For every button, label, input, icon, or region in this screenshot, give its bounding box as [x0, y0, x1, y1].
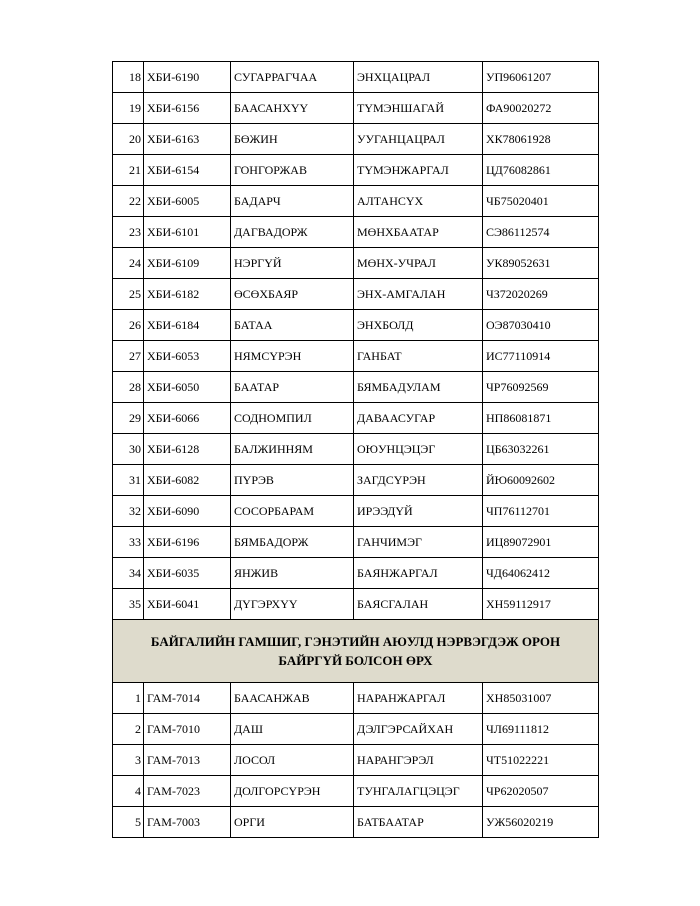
- table-row: [113, 558, 599, 589]
- row-name: БЯМБАДУЛАМ: [354, 372, 483, 403]
- row-number: 21: [113, 155, 144, 186]
- table-body-top: [113, 62, 599, 620]
- row-register-number: ЧР76092569: [483, 372, 599, 403]
- row-register-number: ХК78061928: [483, 124, 599, 155]
- row-surname: ӨСӨХБАЯР: [231, 279, 354, 310]
- row-code: ХБИ-6163: [144, 124, 231, 155]
- row-number: 31: [113, 465, 144, 496]
- table-row: [113, 776, 599, 807]
- row-name: ДАВААСУГАР: [354, 403, 483, 434]
- row-register-number: НП86081871: [483, 403, 599, 434]
- row-surname: ДАГВАДОРЖ: [231, 217, 354, 248]
- row-surname: БӨЖИН: [231, 124, 354, 155]
- row-surname: БАТАА: [231, 310, 354, 341]
- row-number: 25: [113, 279, 144, 310]
- row-register-number: ЧД64062412: [483, 558, 599, 589]
- row-code: ХБИ-6190: [144, 62, 231, 93]
- row-number: 18: [113, 62, 144, 93]
- row-number: 28: [113, 372, 144, 403]
- row-name: УУГАНЦАЦРАЛ: [354, 124, 483, 155]
- row-number: 35: [113, 589, 144, 620]
- row-code: ХБИ-6041: [144, 589, 231, 620]
- row-name: ОЮУНЦЭЦЭГ: [354, 434, 483, 465]
- row-number: 26: [113, 310, 144, 341]
- row-name: ЭНХБОЛД: [354, 310, 483, 341]
- row-name: ГАНЧИМЭГ: [354, 527, 483, 558]
- row-number: 29: [113, 403, 144, 434]
- section-header: [113, 620, 599, 683]
- row-register-number: УП96061207: [483, 62, 599, 93]
- row-name: ЭНХЦАЦРАЛ: [354, 62, 483, 93]
- table-row: [113, 683, 599, 714]
- row-surname: НЭРГҮЙ: [231, 248, 354, 279]
- row-code: ГАМ-7003: [144, 807, 231, 838]
- row-surname: БАДАРЧ: [231, 186, 354, 217]
- table-row: [113, 496, 599, 527]
- row-code: ХБИ-6035: [144, 558, 231, 589]
- row-surname: ОРГИ: [231, 807, 354, 838]
- table-row: [113, 403, 599, 434]
- row-code: ХБИ-6182: [144, 279, 231, 310]
- row-number: 20: [113, 124, 144, 155]
- row-register-number: УК89052631: [483, 248, 599, 279]
- table-row: [113, 714, 599, 745]
- row-number: 4: [113, 776, 144, 807]
- row-register-number: ЧП76112701: [483, 496, 599, 527]
- row-surname: ЛОСОЛ: [231, 745, 354, 776]
- row-code: ХБИ-6090: [144, 496, 231, 527]
- row-name: ДЭЛГЭРСАЙХАН: [354, 714, 483, 745]
- row-code: ГАМ-7010: [144, 714, 231, 745]
- section-row: [113, 620, 599, 683]
- table-row: [113, 217, 599, 248]
- table-row: [113, 589, 599, 620]
- table-row: [113, 62, 599, 93]
- row-register-number: УЖ56020219: [483, 807, 599, 838]
- row-register-number: ХН59112917: [483, 589, 599, 620]
- table-row: [113, 745, 599, 776]
- table-row: [113, 93, 599, 124]
- row-surname: СОСОРБАРАМ: [231, 496, 354, 527]
- beneficiary-table: [112, 61, 599, 838]
- row-register-number: ЦБ63032261: [483, 434, 599, 465]
- row-number: 34: [113, 558, 144, 589]
- table-row: [113, 434, 599, 465]
- row-number: 23: [113, 217, 144, 248]
- row-code: ГАМ-7014: [144, 683, 231, 714]
- row-name: ЗАГДСҮРЭН: [354, 465, 483, 496]
- row-number: 27: [113, 341, 144, 372]
- row-name: ТҮМЭНЖАРГАЛ: [354, 155, 483, 186]
- row-register-number: ХН85031007: [483, 683, 599, 714]
- row-number: 3: [113, 745, 144, 776]
- row-number: 5: [113, 807, 144, 838]
- row-number: 1: [113, 683, 144, 714]
- table-row: [113, 310, 599, 341]
- row-register-number: ИЦ89072901: [483, 527, 599, 558]
- row-name: ИРЭЭДҮЙ: [354, 496, 483, 527]
- row-code: ХБИ-6082: [144, 465, 231, 496]
- row-code: ХБИ-6128: [144, 434, 231, 465]
- row-code: ХБИ-6005: [144, 186, 231, 217]
- table-row: [113, 372, 599, 403]
- row-name: ТУНГАЛАГЦЭЦЭГ: [354, 776, 483, 807]
- row-name: НАРАНЖАРГАЛ: [354, 683, 483, 714]
- row-surname: ЯНЖИВ: [231, 558, 354, 589]
- table-row: [113, 155, 599, 186]
- row-name: МӨНХБААТАР: [354, 217, 483, 248]
- row-name: ГАНБАТ: [354, 341, 483, 372]
- row-surname: СУГАРРАГЧАА: [231, 62, 354, 93]
- row-register-number: ФА90020272: [483, 93, 599, 124]
- row-surname: ДҮГЭРХҮҮ: [231, 589, 354, 620]
- row-code: ХБИ-6154: [144, 155, 231, 186]
- row-surname: БААСАНХҮҮ: [231, 93, 354, 124]
- row-name: ЭНХ-АМГАЛАН: [354, 279, 483, 310]
- section-title: БАЙГАЛИЙН ГАМШИГ, ГЭНЭТИЙН АЮУЛД НЭРВЭГДЭЖ ОРОН БАЙРГҮЙ БОЛСОН ӨРХ: [113, 620, 599, 683]
- table-row: [113, 465, 599, 496]
- table-row: [113, 124, 599, 155]
- table-row: [113, 341, 599, 372]
- row-register-number: ЧТ51022221: [483, 745, 599, 776]
- row-number: 30: [113, 434, 144, 465]
- row-number: 2: [113, 714, 144, 745]
- row-surname: ДОЛГОРСҮРЭН: [231, 776, 354, 807]
- row-surname: СОДНОМПИЛ: [231, 403, 354, 434]
- row-number: 33: [113, 527, 144, 558]
- row-name: НАРАНГЭРЭЛ: [354, 745, 483, 776]
- row-name: ТҮМЭНШАГАЙ: [354, 93, 483, 124]
- table-body-bottom: [113, 683, 599, 838]
- row-surname: ГОНГОРЖАВ: [231, 155, 354, 186]
- row-register-number: ЧБ75020401: [483, 186, 599, 217]
- row-name: БАЯНЖАРГАЛ: [354, 558, 483, 589]
- row-surname: БАЛЖИННЯМ: [231, 434, 354, 465]
- row-surname: БЯМБАДОРЖ: [231, 527, 354, 558]
- row-code: ГАМ-7023: [144, 776, 231, 807]
- row-number: 24: [113, 248, 144, 279]
- row-name: АЛТАНСҮХ: [354, 186, 483, 217]
- row-number: 32: [113, 496, 144, 527]
- row-number: 22: [113, 186, 144, 217]
- table-row: [113, 248, 599, 279]
- row-code: ГАМ-7013: [144, 745, 231, 776]
- table-row: [113, 279, 599, 310]
- row-surname: НЯМСҮРЭН: [231, 341, 354, 372]
- row-code: ХБИ-6184: [144, 310, 231, 341]
- row-name: БАЯСГАЛАН: [354, 589, 483, 620]
- row-register-number: ЦД76082861: [483, 155, 599, 186]
- row-code: ХБИ-6156: [144, 93, 231, 124]
- row-register-number: ОЭ87030410: [483, 310, 599, 341]
- row-code: ХБИ-6196: [144, 527, 231, 558]
- row-name: БАТБААТАР: [354, 807, 483, 838]
- row-code: ХБИ-6053: [144, 341, 231, 372]
- table-row: [113, 186, 599, 217]
- row-register-number: ЧЗ72020269: [483, 279, 599, 310]
- table-row: [113, 807, 599, 838]
- row-code: ХБИ-6101: [144, 217, 231, 248]
- row-register-number: СЭ86112574: [483, 217, 599, 248]
- row-code: ХБИ-6050: [144, 372, 231, 403]
- table-row: [113, 527, 599, 558]
- row-name: МӨНХ-УЧРАЛ: [354, 248, 483, 279]
- row-register-number: ЧЛ69111812: [483, 714, 599, 745]
- row-register-number: ЙЮ60092602: [483, 465, 599, 496]
- row-number: 19: [113, 93, 144, 124]
- row-surname: БААСАНЖАВ: [231, 683, 354, 714]
- row-register-number: ЧР62020507: [483, 776, 599, 807]
- row-register-number: ИС77110914: [483, 341, 599, 372]
- row-code: ХБИ-6109: [144, 248, 231, 279]
- row-surname: ПҮРЭВ: [231, 465, 354, 496]
- row-surname: ДАШ: [231, 714, 354, 745]
- row-surname: БААТАР: [231, 372, 354, 403]
- row-code: ХБИ-6066: [144, 403, 231, 434]
